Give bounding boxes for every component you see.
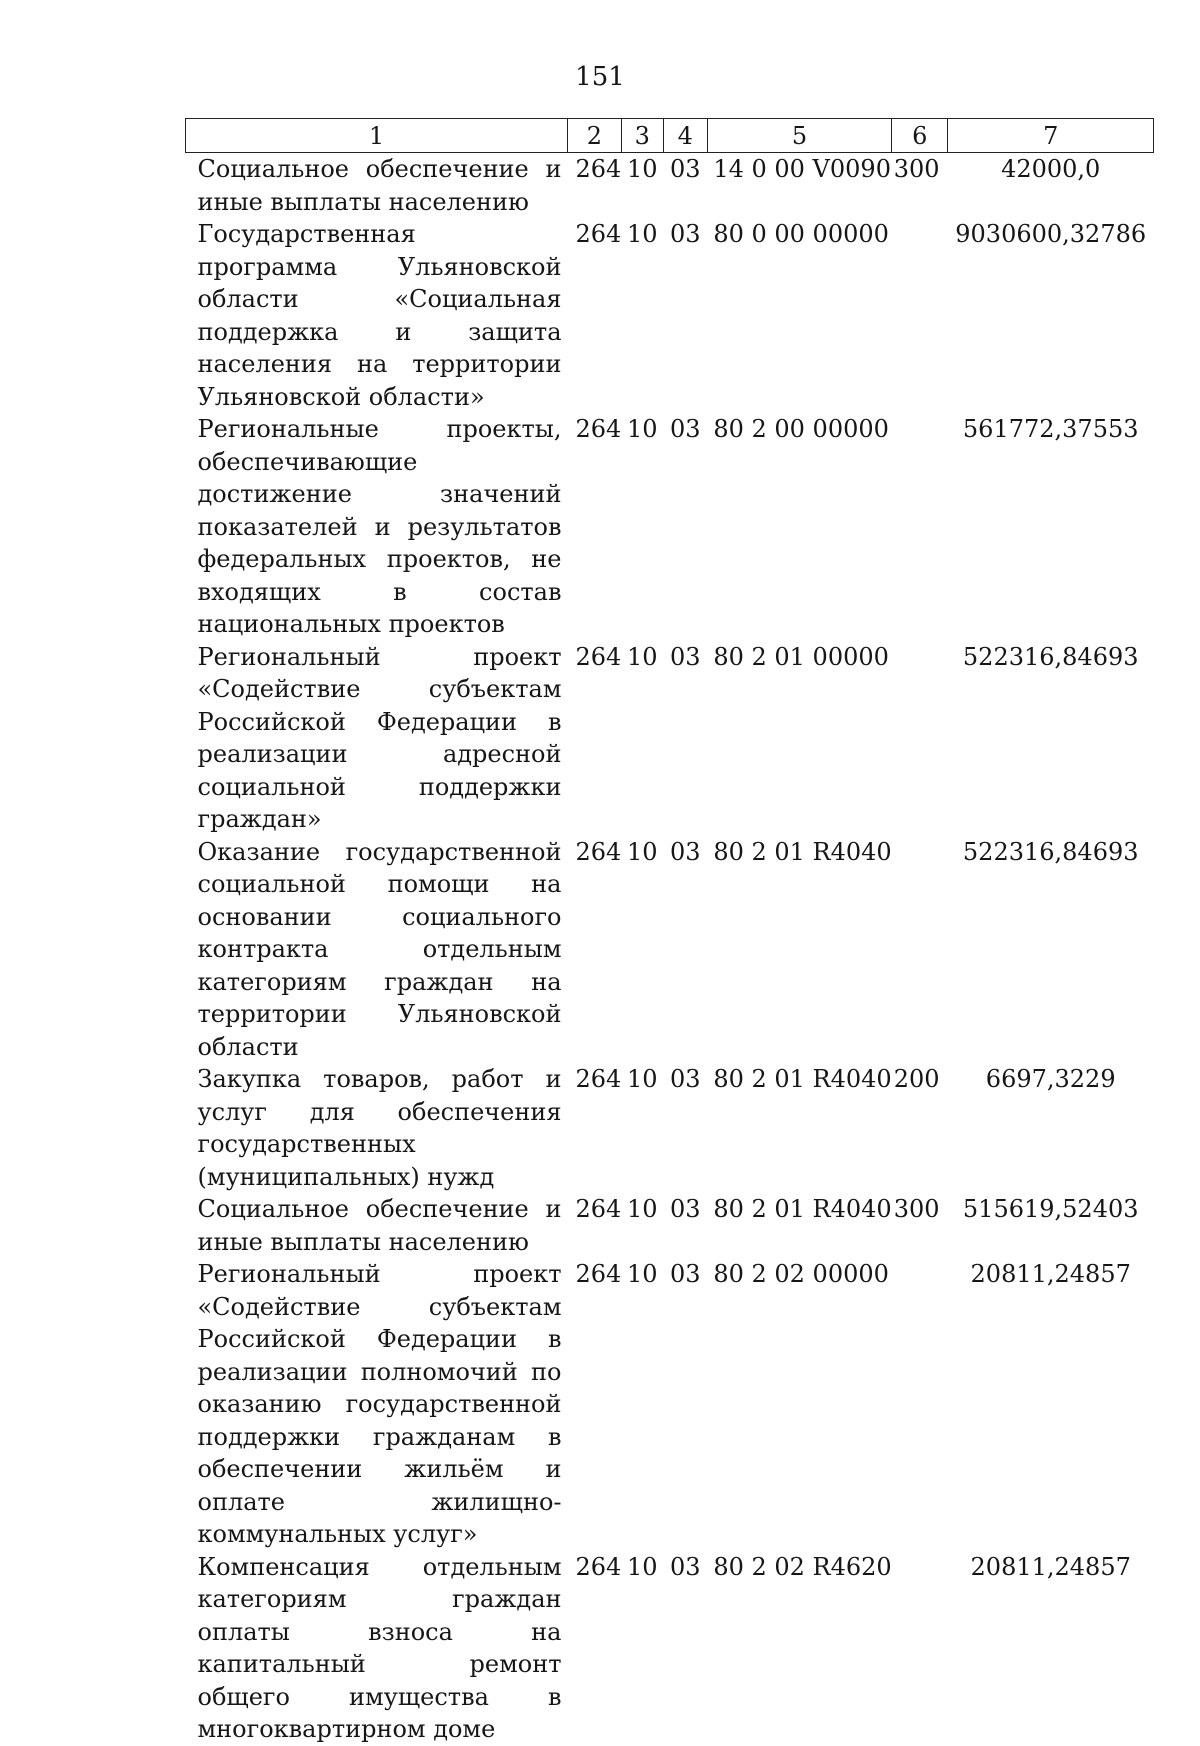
table-row: [186, 153, 1154, 219]
ministry-code: 264: [575, 1065, 622, 1093]
section-code: 10: [627, 642, 658, 671]
amount: 42000,0: [1001, 155, 1101, 183]
header-cell-4: 4: [663, 119, 707, 153]
target-article-code: 14 0 00 V0090: [713, 155, 891, 183]
item-name: Оказание государственной социальной помощи на основании социального контракта отдельным категориям граждан на территории Ульяновской области: [197, 837, 562, 1061]
header-cell-3: 3: [621, 119, 663, 153]
amount: 6697,3229: [985, 1065, 1116, 1093]
subsection-code: 03: [670, 642, 701, 671]
subsection-code: 03: [670, 1195, 701, 1223]
section-code: 10: [627, 1065, 658, 1093]
table-row: [186, 641, 1154, 836]
item-name: Социальное обеспечение и иные выплаты населению: [197, 1195, 562, 1256]
table-row: [186, 413, 1154, 641]
table-row: [186, 836, 1154, 1064]
section-code: 10: [627, 837, 658, 866]
expense-type-code: 300: [893, 1195, 940, 1223]
subsection-code: 03: [670, 837, 701, 866]
ministry-code: 264: [575, 1260, 622, 1288]
item-name: Компенсация отдельным категориям граждан оплаты взноса на капитальный ремонт общего имущества в многоквартирном доме: [197, 1552, 562, 1743]
budget-table: [185, 118, 1154, 1746]
ministry-code: 264: [575, 837, 622, 866]
table-header: [186, 119, 1154, 153]
table-row: [186, 1258, 1154, 1551]
amount: 515619,52403: [962, 1195, 1139, 1223]
amount: 522316,84693: [962, 642, 1139, 671]
target-article-code: 80 2 00 00000: [713, 415, 889, 443]
header-cell-5: 5: [707, 119, 891, 153]
amount: 20811,24857: [970, 1552, 1131, 1581]
ministry-code: 264: [575, 220, 622, 248]
ministry-code: 264: [575, 642, 622, 671]
table-row: [186, 1551, 1154, 1746]
table-body: [186, 153, 1154, 1746]
amount: 522316,84693: [962, 837, 1139, 866]
table-row: [186, 1063, 1154, 1193]
header-cell-2: 2: [568, 119, 622, 153]
expense-type-code: [892, 218, 948, 413]
section-code: 10: [627, 1260, 658, 1288]
target-article-code: 80 2 01 00000: [713, 642, 889, 671]
item-name: Региональный проект «Содействие субъектам Российской Федерации в реализации полномочий по оказанию государственной поддержки гражданам в обеспечении жильём и оплате жилищно-коммунальных услуг»: [197, 1260, 562, 1548]
amount: 9030600,32786: [955, 220, 1147, 248]
subsection-code: 03: [670, 155, 701, 183]
amount: 561772,37553: [962, 415, 1139, 443]
table-row: [186, 218, 1154, 413]
subsection-code: 03: [670, 1552, 701, 1581]
header-cell-6: 6: [892, 119, 948, 153]
ministry-code: 264: [575, 1552, 622, 1581]
section-code: 10: [627, 1552, 658, 1581]
amount: 20811,24857: [970, 1260, 1131, 1288]
item-name: Закупка товаров, работ и услуг для обеспечения государственных (муниципальных) нужд: [197, 1065, 562, 1191]
ministry-code: 264: [575, 415, 622, 443]
section-code: 10: [627, 220, 658, 248]
header-cell-1: 1: [186, 119, 568, 153]
table-row: [186, 1193, 1154, 1258]
subsection-code: 03: [670, 1260, 701, 1288]
expense-type-code: [892, 1551, 948, 1746]
expense-type-code: [892, 1258, 948, 1551]
page-number: 151: [575, 62, 625, 92]
item-name: Региональные проекты, обеспечивающие достижение значений показателей и результатов федеральных проектов, не входящих в состав национальных проектов: [197, 415, 562, 638]
subsection-code: 03: [670, 1065, 701, 1093]
header-row: [186, 119, 1154, 153]
item-name: Социальное обеспечение и иные выплаты населению: [197, 155, 562, 216]
subsection-code: 03: [670, 415, 701, 443]
ministry-code: 264: [575, 1195, 622, 1223]
expense-type-code: 300: [893, 155, 940, 183]
section-code: 10: [627, 1195, 658, 1223]
target-article-code: 80 2 01 R4040: [713, 837, 892, 866]
expense-type-code: 200: [893, 1065, 940, 1093]
target-article-code: 80 2 02 R4620: [713, 1552, 892, 1581]
target-article-code: 80 0 00 00000: [713, 220, 889, 248]
ministry-code: 264: [575, 155, 622, 183]
target-article-code: 80 2 01 R4040: [713, 1195, 892, 1223]
expense-type-code: [892, 836, 948, 1064]
target-article-code: 80 2 02 00000: [713, 1260, 889, 1288]
expense-type-code: [892, 413, 948, 641]
item-name: Региональный проект «Содействие субъектам Российской Федерации в реализации адресной социальной поддержки граждан»: [197, 642, 562, 833]
target-article-code: 80 2 01 R4040: [713, 1065, 892, 1093]
expense-type-code: [892, 641, 948, 836]
subsection-code: 03: [670, 220, 701, 248]
header-cell-7: 7: [948, 119, 1154, 153]
section-code: 10: [627, 155, 658, 183]
section-code: 10: [627, 415, 658, 443]
item-name: Государственная программа Ульяновской области «Социальная поддержка и защита населения на территории Ульяновской области»: [197, 220, 562, 411]
